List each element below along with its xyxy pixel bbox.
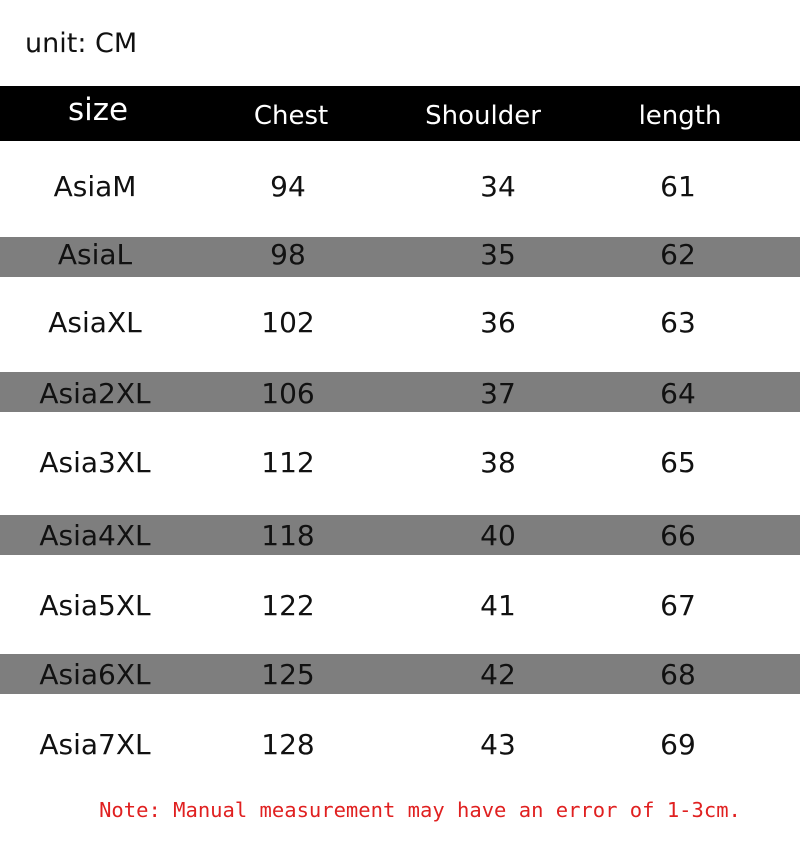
cell-chest: 118	[261, 519, 315, 552]
table-row	[0, 654, 800, 694]
cell-length: 68	[660, 658, 696, 691]
cell-shoulder: 42	[480, 658, 516, 691]
cell-chest: 122	[261, 589, 315, 622]
cell-shoulder: 41	[480, 589, 516, 622]
cell-shoulder: 43	[480, 728, 516, 761]
cell-length: 64	[660, 377, 696, 410]
cell-shoulder: 34	[480, 170, 516, 203]
unit-label: unit: CM	[25, 28, 138, 59]
cell-size: Asia2XL	[39, 377, 151, 410]
table-row	[0, 277, 800, 372]
cell-chest: 94	[270, 170, 306, 203]
header-chest: Chest	[253, 101, 329, 131]
cell-shoulder: 37	[480, 377, 516, 410]
cell-size: AsiaM	[53, 170, 137, 203]
cell-shoulder: 40	[480, 519, 516, 552]
cell-length: 65	[660, 446, 696, 479]
header-shoulder: Shoulder	[425, 101, 541, 131]
cell-chest: 128	[261, 728, 315, 761]
cell-length: 66	[660, 519, 696, 552]
table-row	[0, 237, 800, 277]
cell-chest: 106	[261, 377, 315, 410]
table-row	[0, 694, 800, 794]
cell-size: AsiaXL	[48, 306, 142, 339]
cell-length: 61	[660, 170, 696, 203]
table-row	[0, 141, 800, 237]
cell-length: 69	[660, 728, 696, 761]
cell-length: 67	[660, 589, 696, 622]
cell-shoulder: 38	[480, 446, 516, 479]
header-length: length	[638, 101, 722, 131]
cell-chest: 125	[261, 658, 315, 691]
cell-shoulder: 36	[480, 306, 516, 339]
table-row	[0, 372, 800, 412]
measurement-note: Note: Manual measurement may have an error of 1-3cm.	[99, 798, 741, 822]
cell-size: Asia3XL	[39, 446, 151, 479]
table-row	[0, 412, 800, 515]
cell-size: Asia4XL	[39, 519, 151, 552]
cell-shoulder: 35	[480, 238, 516, 271]
table-row	[0, 555, 800, 654]
cell-size: Asia7XL	[39, 728, 151, 761]
cell-size: AsiaL	[57, 238, 133, 271]
cell-chest: 112	[261, 446, 315, 479]
cell-chest: 102	[261, 306, 315, 339]
header-size: size	[67, 92, 129, 128]
cell-chest: 98	[270, 238, 306, 271]
cell-length: 62	[660, 238, 696, 271]
table-row	[0, 515, 800, 555]
cell-size: Asia6XL	[39, 658, 151, 691]
cell-size: Asia5XL	[39, 589, 151, 622]
cell-length: 63	[660, 306, 696, 339]
table-header	[0, 86, 800, 141]
